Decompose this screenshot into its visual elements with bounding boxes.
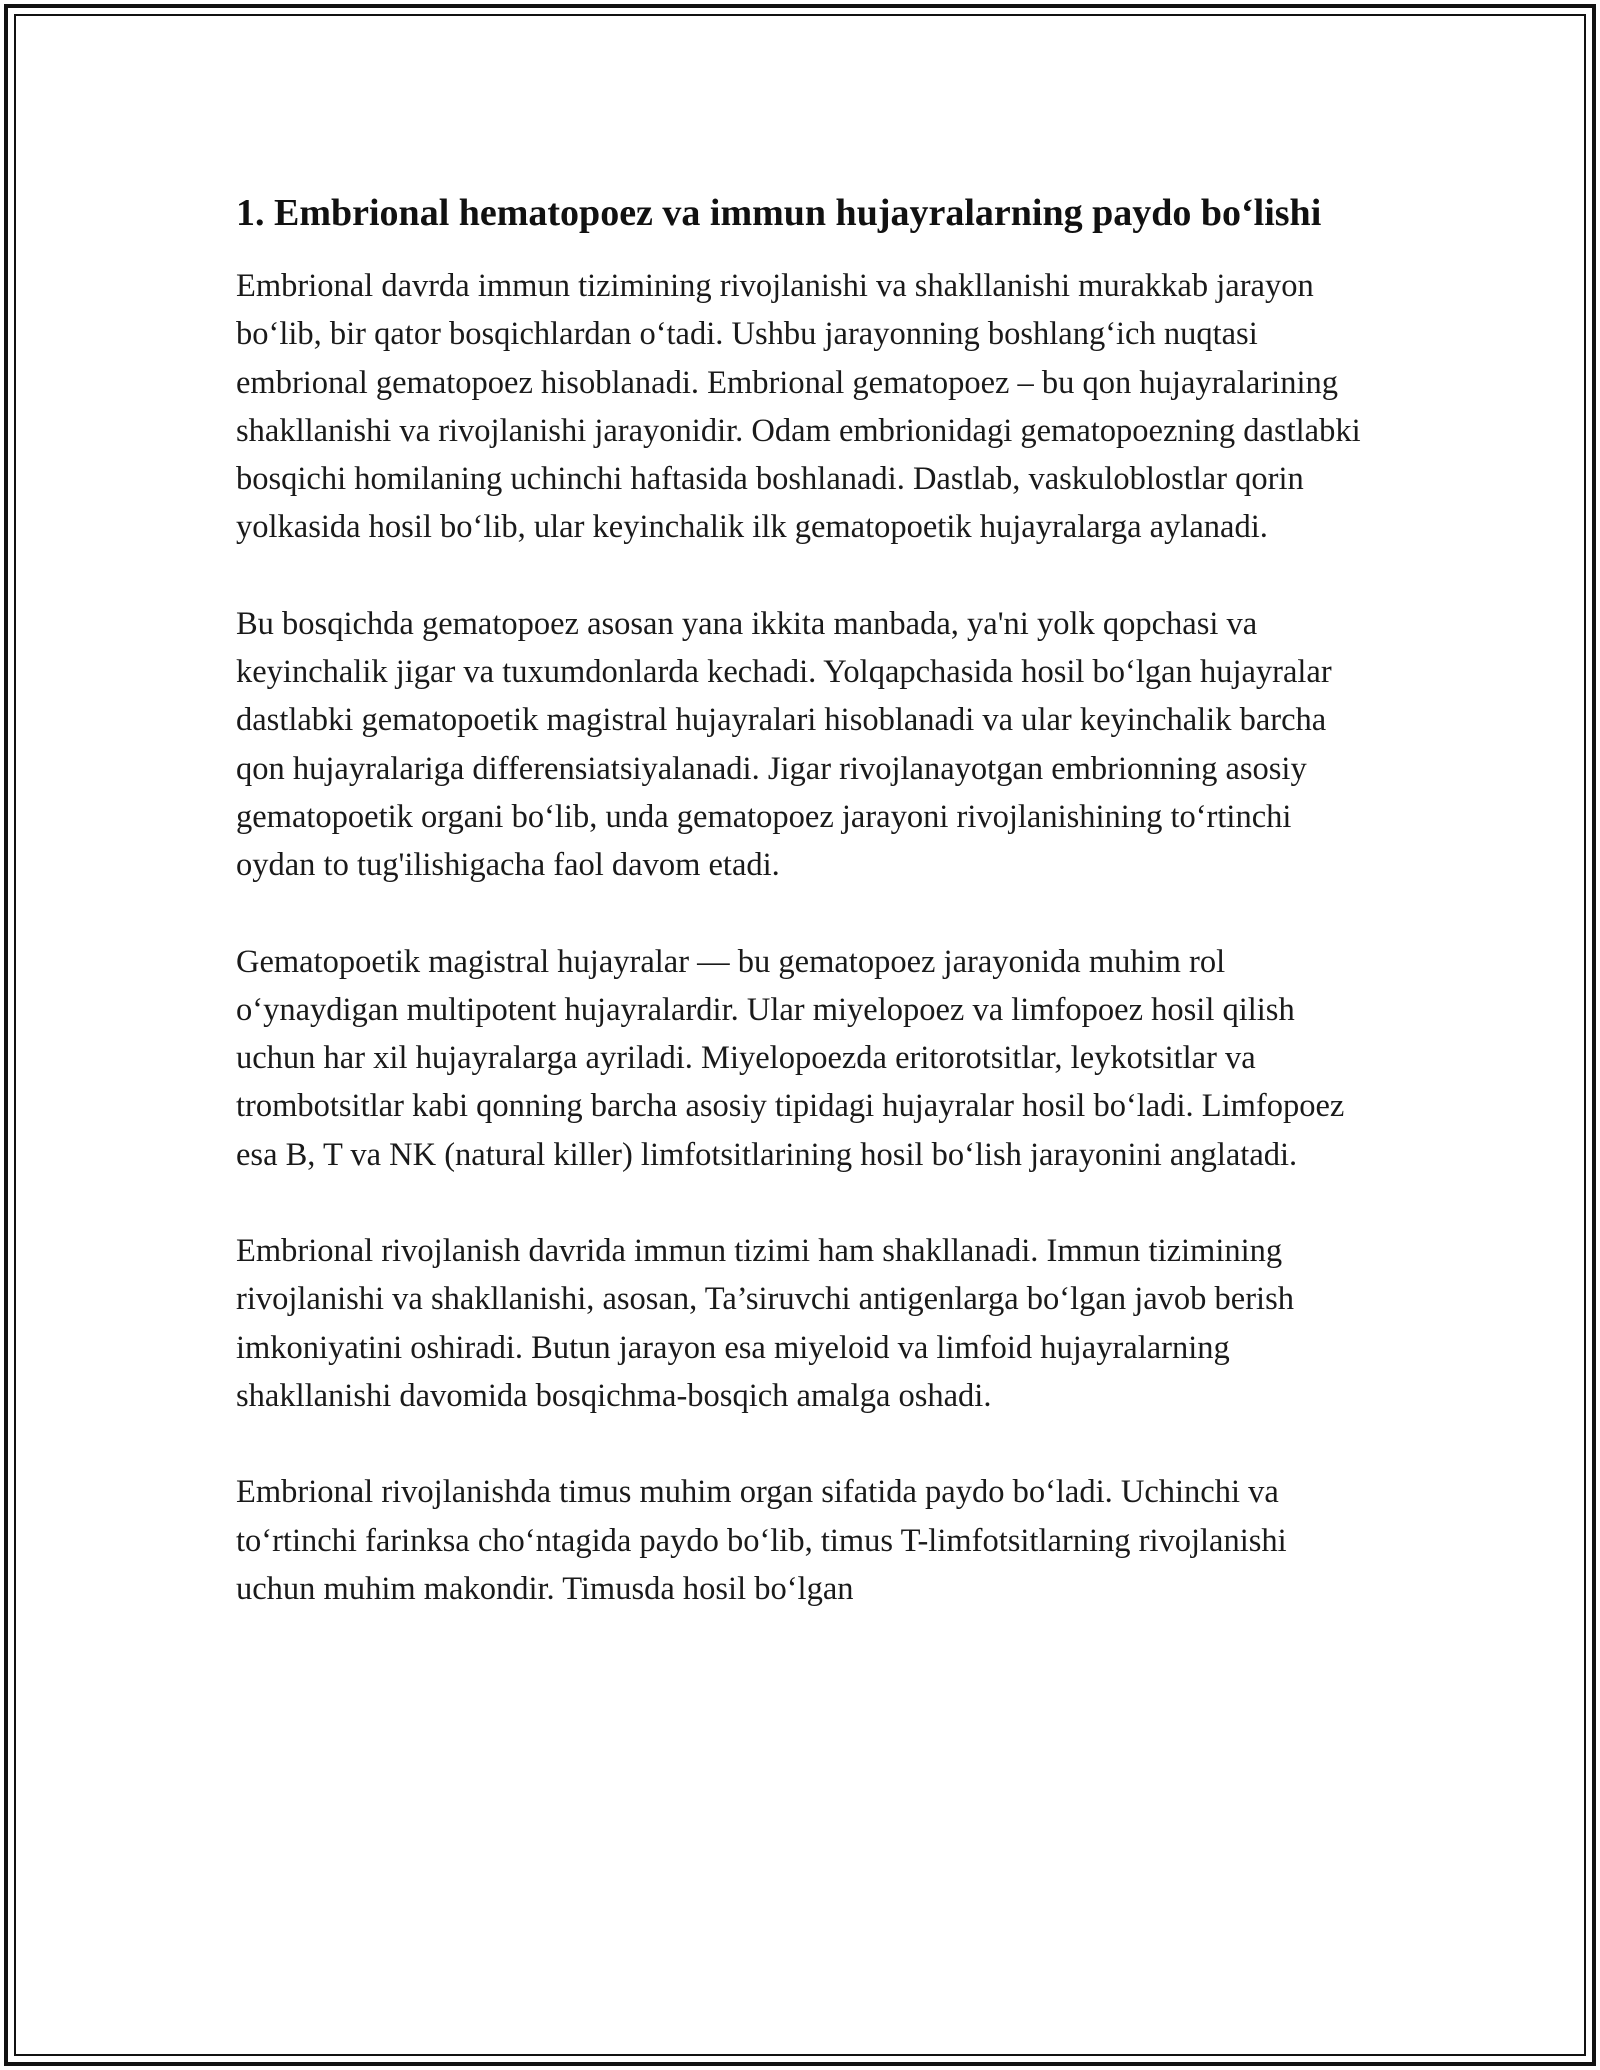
document-body — [236, 186, 1372, 1661]
paragraph-5: Embrional rivojlanishda timus muhim organ sifatida paydo bo‘ladi. Uchinchi va to‘rtinchi farinksa cho‘ntagida paydo bo‘lib, timus T-limfotsitlarning rivojlanishi uchun muhim makondir. Timusda hosil bo‘lgan — [236, 1474, 1287, 1607]
paragraph-2: Bu bosqichda gematopoez asosan yana ikkita manbada, ya'ni yolk qopchasi va keyinchalik jigar va tuxumdonlarda kechadi. Yolqapchasida hosil bo‘lgan hujayralar dastlabki gematopoetik magistral hujayralari hisoblanadi va ular keyinchalik barcha qon hujayralariga differensiatsiyalanadi. Jigar rivojlanayotgan embrionning asosiy gematopoetik organi bo‘lib, unda gematopoez jarayoni rivojlanishining to‘rtinchi oydan to tug'ilishigacha faol davom etadi. — [236, 605, 1332, 884]
paragraph-3: Gematopoetik magistral hujayralar — bu gematopoez jarayonida muhim rol o‘ynaydigan multipotent hujayralardir. Ular miyelopoez va limfopoez hosil qilish uchun har xil hujayralarga ayriladi. Miyelopoezda eritorotsitlar, leykotsitlar va trombotsitlar kabi qonning barcha asosiy tipidagi hujayralar hosil bo‘ladi. Limfopoez esa B, T va NK (natural killer) limfotsitlarining hosil bo‘lish jarayonini anglatadi. — [236, 943, 1345, 1173]
paragraph-1: Embrional davrda immun tizimining rivojlanishi va shakllanishi murakkab jarayon bo‘lib, bir qator bosqichlardan o‘tadi. Ushbu jarayonning boshlang‘ich nuqtasi embrional gematopoez hisoblanadi. Embrional gematopoez – bu qon hujayralarining shakllanishi va rivojlanishi jarayonidir. Odam embrionidagi gematopoezning dastlabki bosqichi homilaning uchinchi haftasida boshlanadi. Dastlab, vaskuloblostlar qorin yolkasida hosil bo‘lib, ular keyinchalik ilk gematopoetik hujayralarga aylanadi. — [236, 268, 1361, 546]
section-heading: 1. Embrional hematopoez va immun hujayralarning paydo bo‘lishi — [236, 192, 1322, 234]
paragraph-4: Embrional rivojlanish davrida immun tizimi ham shakllanadi. Immun tizimining rivojlanishi va shakllanishi, asosan, Ta’siruvchi antigenlarga bo‘lgan javob berish imkoniyatini oshiradi. Butun jarayon esa miyeloid va limfoid hujayralarning shakllanishi davomida bosqichma-bosqich amalga oshadi. — [236, 1233, 1294, 1414]
